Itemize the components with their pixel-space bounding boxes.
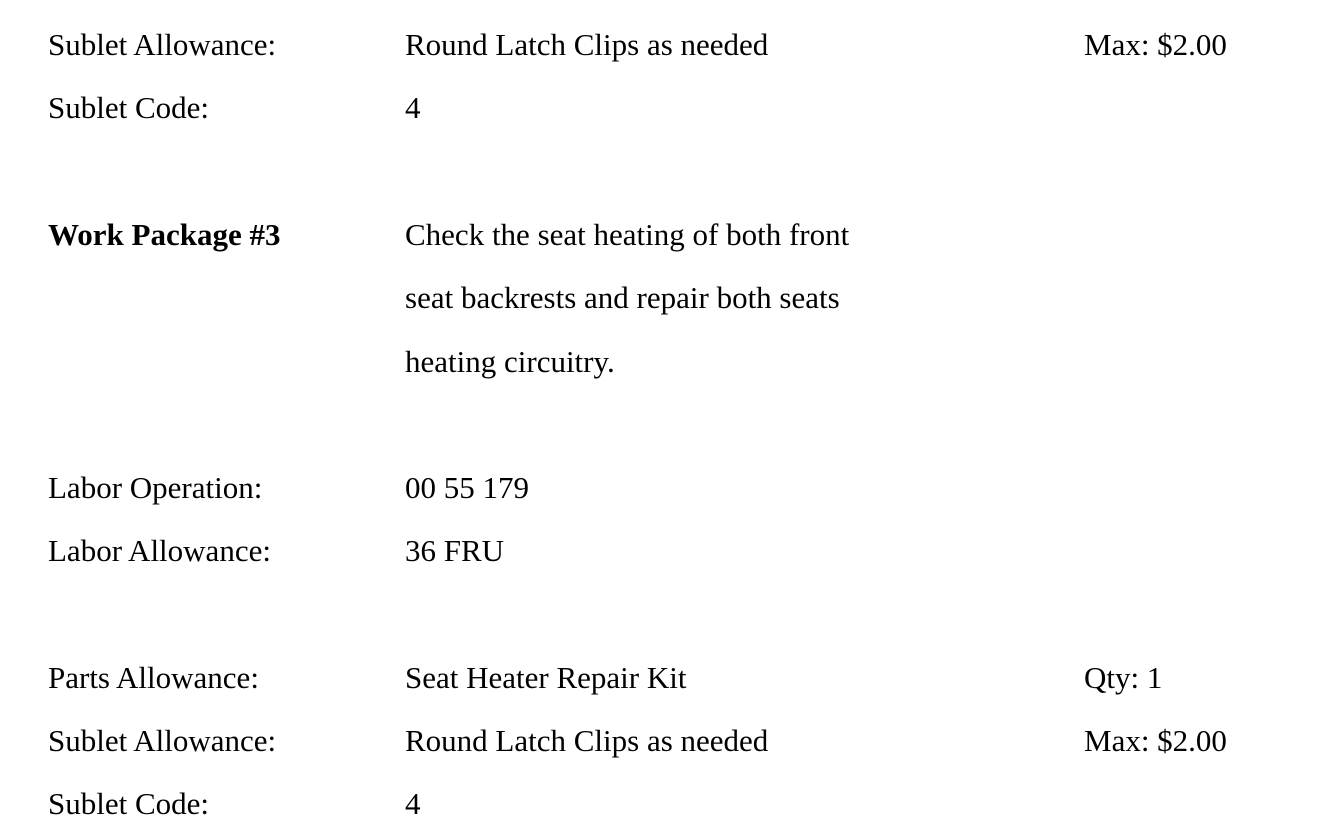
sublet-allowance-row: [0, 25, 1344, 65]
sublet-code-row: [0, 784, 1344, 824]
sublet-allowance-label: Sublet Allowance:: [48, 723, 277, 758]
sublet-allowance-value: Round Latch Clips as needed: [405, 27, 769, 62]
work-package-description-row: [0, 342, 1344, 382]
sublet-code-row: [0, 88, 1344, 128]
labor-operation-value: 00 55 179: [405, 470, 529, 505]
work-package-description-line: seat backrests and repair both seats: [405, 280, 840, 315]
work-package-title: Work Package #3: [48, 217, 281, 252]
labor-allowance-value: 36 FRU: [405, 533, 505, 568]
sublet-allowance-value: Round Latch Clips as needed: [405, 723, 769, 758]
labor-allowance-row: [0, 531, 1344, 571]
sublet-code-label: Sublet Code:: [48, 786, 210, 821]
sublet-allowance-max: Max: $2.00: [1084, 723, 1227, 758]
sublet-allowance-row: [0, 721, 1344, 761]
parts-allowance-qty: Qty: 1: [1084, 660, 1163, 695]
labor-operation-label: Labor Operation:: [48, 470, 263, 505]
labor-operation-row: [0, 468, 1344, 508]
labor-allowance-label: Labor Allowance:: [48, 533, 271, 568]
parts-allowance-value: Seat Heater Repair Kit: [405, 660, 687, 695]
work-package-row: [0, 215, 1344, 255]
work-package-description-line: heating circuitry.: [405, 344, 615, 379]
sublet-code-value: 4: [405, 90, 421, 125]
sublet-code-value: 4: [405, 786, 421, 821]
work-package-description-line: Check the seat heating of both front: [405, 217, 850, 252]
sublet-allowance-label: Sublet Allowance:: [48, 27, 277, 62]
parts-allowance-label: Parts Allowance:: [48, 660, 259, 695]
sublet-code-label: Sublet Code:: [48, 90, 210, 125]
work-package-description-row: [0, 278, 1344, 318]
sublet-allowance-max: Max: $2.00: [1084, 27, 1227, 62]
parts-allowance-row: [0, 658, 1344, 698]
